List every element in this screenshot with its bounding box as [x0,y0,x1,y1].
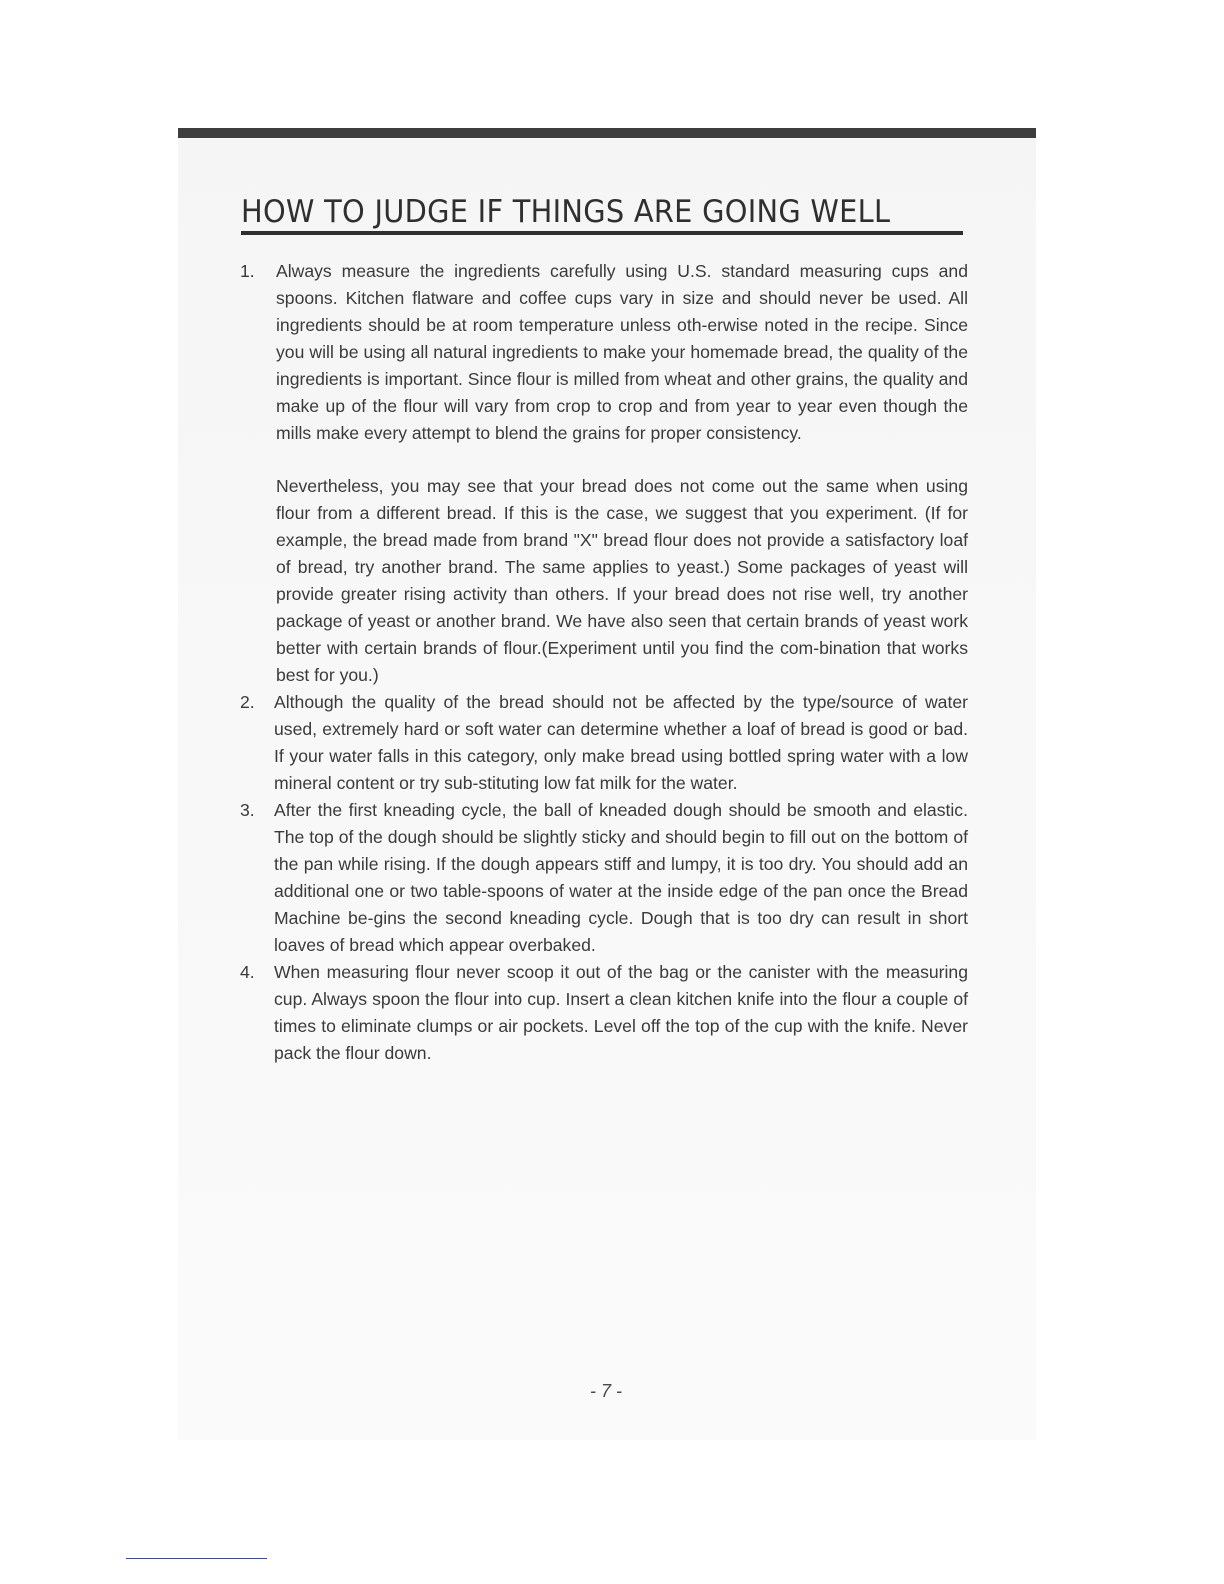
paragraph: When measuring flour never scoop it out of the bag or the canister with the measuring cup. Always spoon the flour into cup. Insert a clean kitchen knife into the flour a couple of times to eliminate clumps or air pockets. Level off the top of the cup with the knife. Never pack the flour down. [274,962,968,1063]
paragraph: Always measure the ingredients carefully using U.S. standard measuring cups and spoons. Kitchen flatware and coffee cups vary in size and should never be used. All ingredients should be at room temperature unless oth-erwise noted in the recipe. Since you will be using all natural ingredients to make your homemade bread, the quality of the ingredients is important. Since flour is milled from wheat and other grains, the quality and make up of the flour will vary from crop to crop and from year to year even though the mills make every attempt to blend the grains for proper consistency. [276,261,968,443]
heading-underline [241,231,963,235]
list-item-number: 4. [240,962,255,982]
paragraph: Nevertheless, you may see that your bread does not come out the same when using flour from a different bread. If this is the case, we suggest that you experiment. (If for example, the bread made from brand "X" bread flour does not provide a satisfactory loaf of bread, try another brand. The same applies to yeast.) Some packages of yeast will provide greater rising activity than others. If your bread does not rise well, try another package of yeast or another brand. We have also seen that certain brands of yeast work better with certain brands of flour.(Experiment until you find the com-bination that works best for you.) [276,476,968,685]
list-item-4 [240,959,968,1067]
paragraph: After the first kneading cycle, the ball of kneaded dough should be smooth and elastic. The top of the dough should be slightly sticky and should begin to fill out on the bottom of the pan while rising. If the dough appears stiff and lumpy, it is too dry. You should add an additional one or two table-spoons of water at the inside edge of the pan once the Bread Machine be-gins the second kneading cycle. Dough that is too dry can result in short loaves of bread which appear overbaked. [274,800,968,955]
list-item-number: 1. [240,261,255,281]
page-number: - 7 - [589,1381,622,1401]
page-heading: HOW TO JUDGE IF THINGS ARE GOING WELL [241,194,891,230]
list-item-3 [240,797,968,959]
paragraph: Although the quality of the bread should not be affected by the type/source of water used, extremely hard or soft water can determine whether a loaf of bread is good or bad. If your water falls in this category, only make bread using bottled spring water with a low mineral content or try sub-stituting low fat milk for the water. [274,692,968,793]
list-item-2 [240,689,968,797]
top-rule [178,128,1036,138]
list-item-number: 2. [240,692,255,712]
list-item-1 [240,258,968,689]
footnote-rule [126,1558,267,1559]
tips-list [240,258,968,1067]
list-item-number: 3. [240,800,255,820]
